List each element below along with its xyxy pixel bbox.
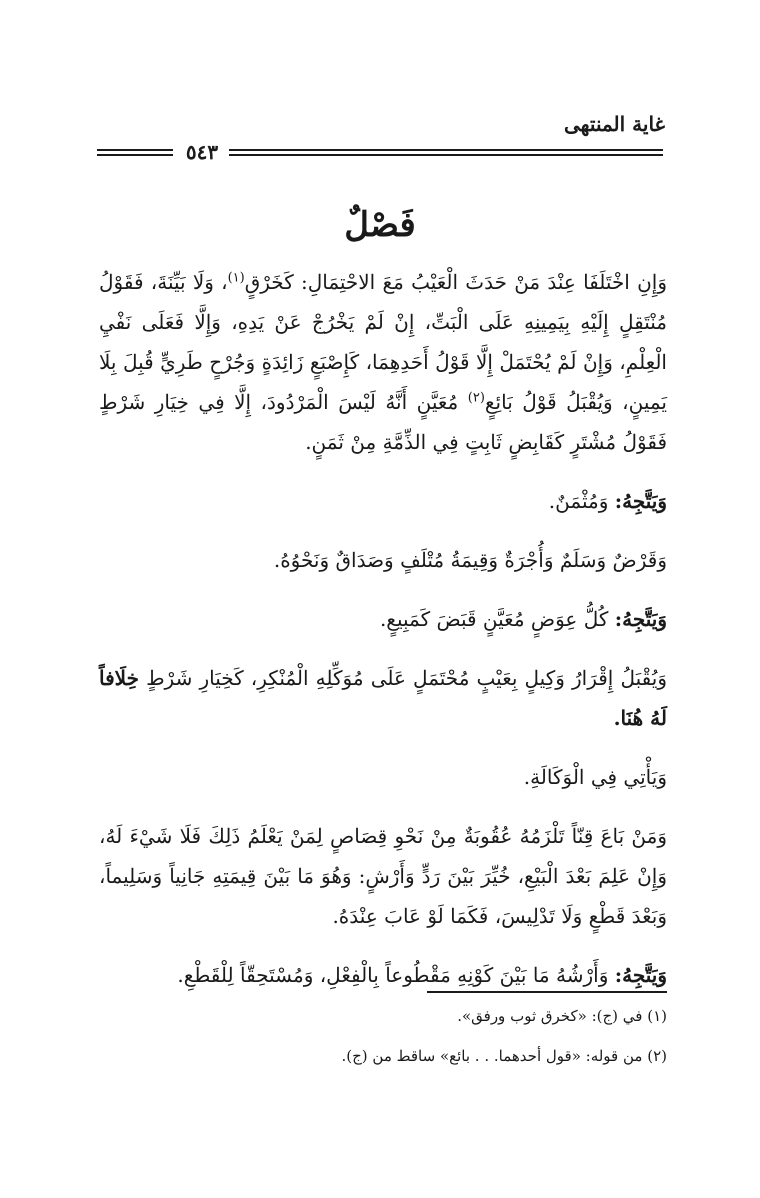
header-rule-right bbox=[229, 149, 663, 159]
paragraph-text: ، وَلَا بَيِّنَةَ، فَقَوْلُ مُنْتَقِلٍ إِلَيْهِ بِيَمِينِهِ عَلَى الْبَتِّ، إِنْ لَمْ يَخْرُجْ عَنْ يَدِهِ، وَإِلَّا فَعَلَى نَفْيِ الْعِلْمِ، وَإِنْ لَمْ يُحْتَمَلْ إِلَّا قَوْلُ أَحَدِهِمَا، كَإِصْبَعٍ زَائِدَةٍ وَجُرْحٍ طَرِيٍّ قُبِلَ بِلَا يَمِينٍ، وَيُقْبَلُ قَوْلُ بَائِعٍ bbox=[99, 270, 667, 414]
page-number: ٥٤٣ bbox=[185, 140, 219, 164]
footnotes bbox=[99, 1006, 667, 1086]
bold-phrase: خِلَافاً لَهُ هُنَا. bbox=[99, 666, 667, 730]
paragraph-text: وَإِنِ اخْتَلَفَا عِنْدَ مَنْ حَدَثَ الْعَيْبُ مَعَ الاحْتِمَالِ: كَخَرْقٍ bbox=[244, 270, 668, 294]
footnote-2: (٢) من قوله: «قول أحدهما. . . بائع» ساقط من (ج). bbox=[341, 1047, 667, 1065]
paragraph-3 bbox=[99, 540, 667, 580]
paragraph-text: وَمُثْمَنٌ. bbox=[548, 489, 615, 513]
lead-word: وَيَتَّجِهُ: bbox=[614, 963, 667, 987]
footnote-1: (١) في (ج): «كخرق ثوب ورفق». bbox=[457, 1007, 667, 1025]
section-title: فَصْلٌ bbox=[344, 205, 416, 245]
paragraph-1 bbox=[99, 262, 667, 462]
lead-word: وَيَتَّجِهُ: bbox=[614, 489, 667, 513]
paragraph-text: وَيَأْتِي فِي الْوَكَالَةِ. bbox=[523, 765, 667, 789]
paragraph-text: وَأَرْشُهُ مَا بَيْنَ كَوْنِهِ مَقْطُوعاً بِالْفِعْلِ، وَمُسْتَحِقّاً لِلْقَطْعِ. bbox=[177, 963, 615, 987]
lead-word: وَيَتَّجِهُ: bbox=[614, 607, 667, 631]
paragraph-text: وَيُقْبَلُ إِقْرَارُ وَكِيلٍ بِعَيْبٍ مُحْتَمَلٍ عَلَى مُوَكِّلِهِ الْمُنْكِرِ، كَخِيَارِ شَرْطٍ bbox=[138, 666, 667, 690]
paragraph-6 bbox=[99, 757, 667, 797]
running-title: غاية المنتهى bbox=[564, 112, 665, 136]
paragraph-5 bbox=[99, 658, 667, 738]
paragraph-text: كُلُّ عِوَضٍ مُعَيَّنٍ قَبَضَ كَمَبِيعٍ. bbox=[379, 607, 615, 631]
body-text bbox=[99, 262, 667, 1014]
paragraph-7 bbox=[99, 816, 667, 936]
header-rule-left bbox=[97, 149, 173, 159]
paragraph-4 bbox=[99, 599, 667, 639]
footnote-marker-1: (١) bbox=[227, 270, 245, 286]
paragraph-text: وَمَنْ بَاعَ قِنّاً تَلْزَمُهُ عُقُوبَةٌ مِنْ نَحْوِ قِصَاصٍ لِمَنْ يَعْلَمُ ذَلِكَ فَلَا شَيْءَ لَهُ، وَإِنْ عَلِمَ بَعْدَ الْبَيْعِ، خُيِّرَ بَيْنَ رَدٍّ وَأَرْشٍ: وَهُوَ مَا بَيْنَ قِيمَتِهِ جَانِياً وَسَلِيماً، وَبَعْدَ قَطْعٍ وَلَا تَدْلِيسَ، فَكَمَا لَوْ عَابَ عِنْدَهُ. bbox=[99, 824, 667, 928]
paragraph-text: وَقَرْضٌ وَسَلَمٌ وَأُجْرَةٌ وَقِيمَةُ مُتْلَفٍ وَصَدَاقٌ وَنَحْوُهُ. bbox=[273, 548, 667, 572]
footnote-separator bbox=[427, 991, 667, 993]
footnote-marker-2: (٢) bbox=[467, 390, 485, 406]
header-rule bbox=[97, 140, 663, 164]
paragraph-text: مُعَيَّنٍ أَنَّهُ لَيْسَ الْمَرْدُودَ، إِلَّا فِي خِيَارِ شَرْطٍ فَقَوْلُ مُشْتَرٍ كَقَابِضٍ ثَابِتٍ فِي الذِّمَّةِ مِنْ ثَمَنٍ. bbox=[99, 390, 667, 454]
paragraph-2 bbox=[99, 481, 667, 521]
paragraph-8 bbox=[99, 955, 667, 995]
